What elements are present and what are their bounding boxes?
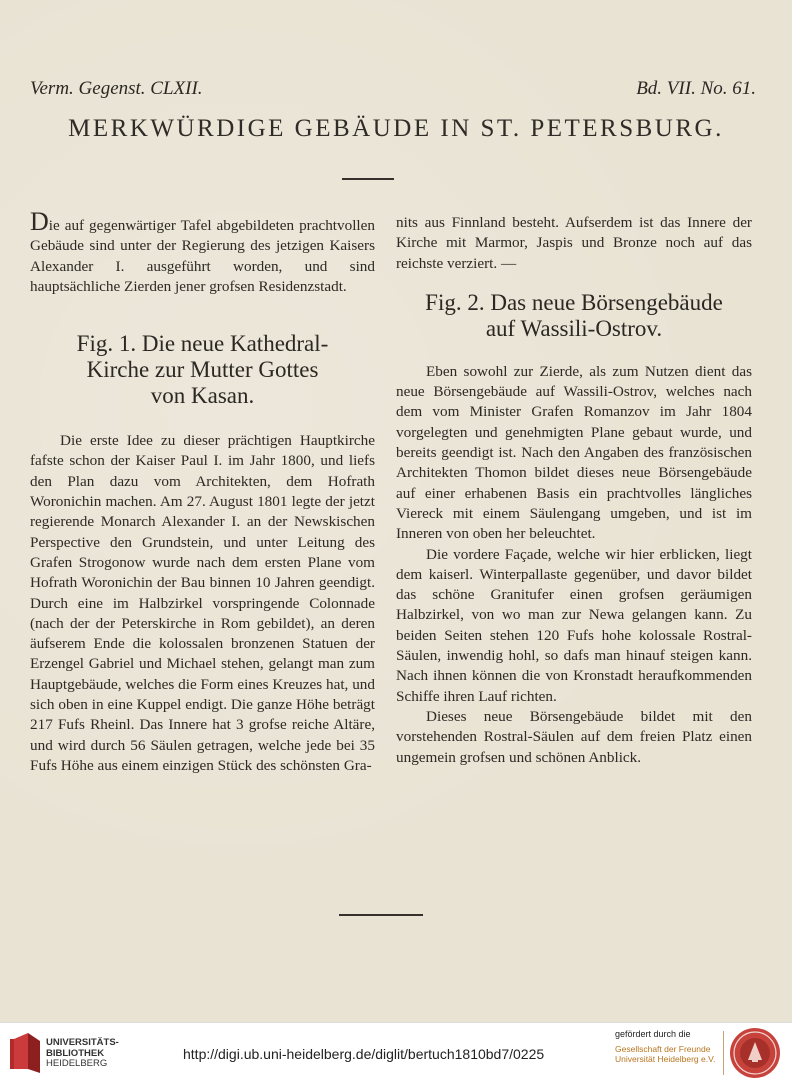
university-seal-icon: [728, 1026, 782, 1080]
title-divider: [342, 178, 394, 180]
fig1-heading-line: Kirche zur Mutter Gottes: [86, 357, 319, 383]
fig2-heading-line: auf Wassili-Ostrov.: [485, 315, 663, 341]
university-library-logo-icon[interactable]: [8, 1031, 42, 1075]
right-column: [396, 213, 752, 768]
sponsor-name-line: Gesellschaft der Freunde: [615, 1044, 711, 1054]
volume-number: Bd. VII. No. 61.: [636, 78, 756, 99]
viewer-footer: [0, 1022, 792, 1083]
page-title: MERKWÜRDIGE GEBÄUDE IN ST. PETERSBURG.: [68, 115, 724, 142]
permalink-url[interactable]: http://digi.ub.uni-heidelberg.de/diglit/bertuch1810bd7/0225: [183, 1046, 545, 1062]
fig2-paragraph: Eben sowohl zur Zierde, als zum Nutzen dient das neue Börsengebäude auf Wassili-Ostrov, welches nach dem vom Minister Grafen Romanzov im Jahr 1804 vorgelegten und genehmigten Plane gebaut wurde, und bereits geendigt ist. Nach den Angaben des französischen Architekten Thomon bildet dieses neue Börsengebäude auf einer erhabenen Basis ein prachtvolles längliches Viereck mit einem Säulengang umgeben, und ist im Inneren von oben her beleuchtet.: [396, 362, 752, 543]
footer-divider: [723, 1031, 724, 1075]
fig1-heading-line: von Kasan.: [150, 383, 255, 409]
end-divider: [339, 914, 423, 916]
library-name[interactable]: [46, 1038, 119, 1070]
library-name-line: HEIDELBERG: [46, 1058, 108, 1069]
fig2-heading: [396, 290, 752, 342]
funded-by-label: gefördert durch die: [615, 1029, 691, 1039]
sponsor-name-line: Universität Heidelberg e.V.: [615, 1054, 716, 1064]
fig2-paragraph: Dieses neue Börsengebäude bildet mit den vorstehenden Rostral-Säulen auf dem freien Platz einen ungemein grofsen und schönen Anblick.: [396, 707, 752, 766]
continuation-paragraph: nits aus Finnland besteht. Aufserdem ist das Innere der Kirche mit Marmor, Jaspis und Bronze noch auf das reichste verziert. —: [396, 214, 752, 272]
fig1-paragraph: Die erste Idee zu dieser prächtigen Hauptkirche fafste schon der Kaiser Paul I. im Jahr 1800, und liefs den Plan dazu vom Architekten, dem Hofrath Woronichin machen. Am 27. August 1801 legte der jetzt regierende Monarch Alexander I. an der Newskischen Perspective den Grundstein, und unter Leitung des Grafen Strogonow wurde nach dem ersten Plane vom Hofrath Woronichin der Bau binnen 10 Jahren geendigt. Durch eine im Halbzirkel vorspringende Colonnade (nach der der Peterskirche in Rom gebildet), an deren äufserem Ende die kolossalen bronzenen Statuen der Erzengel Gabriel und Michael stehen, gelangt man zum Hauptgebäude, welches die Form eines Kreuzes hat, und sich oben in eine Kuppel endigt. Die ganze Höhe beträgt 217 Fufs Rheinl. Das Innere hat 3 grofse reiche Altäre, und wird durch 56 Säulen getragen, welche jede bei 35 Fufs Höhe aus einem einzigen Stück des schönsten Gra-: [30, 432, 375, 774]
fig1-heading-line: Fig. 1. Die neue Kathedral-: [76, 331, 329, 357]
drop-cap: D: [30, 207, 49, 236]
library-name-line: BIBLIOTHEK: [46, 1047, 105, 1059]
fig2-heading-line: Fig. 2. Das neue Börsengebäude: [425, 289, 723, 315]
left-column: [30, 207, 375, 776]
library-name-line: UNIVERSITÄTS-: [46, 1037, 119, 1048]
intro-paragraph: [30, 207, 375, 297]
sponsor-name[interactable]: [615, 1044, 715, 1064]
intro-text: ie auf gegenwärtiger Tafel abgebildeten prachtvollen Gebäude sind unter der Regierung des jetzigen Kaisers Alexander I. ausgeführt worden, und sind hauptsächliche Zierden jener grofsen Residenzstadt.: [30, 217, 375, 295]
fig1-heading: [30, 331, 375, 409]
section-reference: Verm. Gegenst. CLXII.: [30, 78, 203, 99]
fig2-paragraph: Die vordere Façade, welche wir hier erblicken, liegt dem kaiserl. Winterpallaste gegenüber, und davor bildet das schöne Granitufer einen grofsen geräumigen Halbzirkel, von wo man zur Newa gelangen kann. Zu beiden Seiten stehen 120 Fufs hohe kolossale Rostral-Säulen, inwendig hohl, so dafs man hinauf steigen kann. Nach ihnen können die von Kronstadt heraufkommenden Schiffe ihren Lauf richten.: [396, 545, 752, 705]
